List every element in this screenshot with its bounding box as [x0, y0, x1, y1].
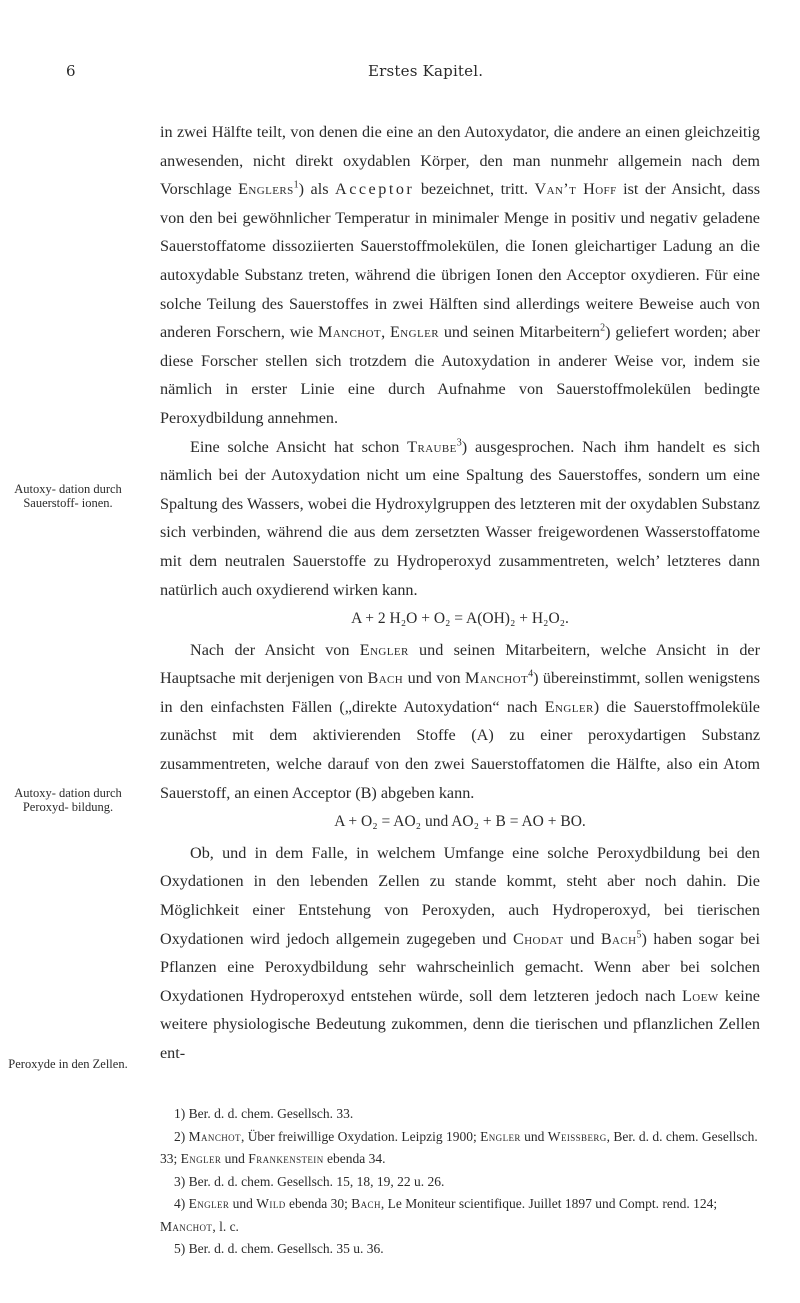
- margin-note-peroxydbildung: Autoxy- dation durch Peroxyd- bildung.: [14, 786, 122, 814]
- author-chodat: Chodat: [513, 929, 564, 948]
- author-vanthoff: Van’t Hoff: [534, 180, 617, 199]
- author-manchot: Manchot: [465, 669, 529, 688]
- running-head: Erstes Kapitel.: [368, 62, 484, 80]
- equation-2: A + O₂ = AO₂ und AO₂ + B = AO + BO.: [334, 813, 586, 831]
- paragraph-4: Ob, und in dem Falle, in welchem Umfange eine solche Peroxydbildung bei den Oxydationen in den lebenden Zellen zu stande kommt, steht aber noch dahin. Die Möglichkeit einer Entstehung von Peroxyden, auch Hydroperoxyd, bei tierischen Oxydationen wird jedoch allgemein zugegeben und Chodat und Bach$^5$) haben sogar bei Pflanzen eine Peroxydbildung sehr wahrscheinlich gemacht. Wenn aber bei solchen Oxydationen Hydroperoxyd entstehen würde, soll dem letzteren jedoch nach Loew keine weitere physiologische Bedeutung zukommen, denn die tierischen und pflanzlichen Zellen ent-: [160, 843, 760, 1062]
- author-traube: Traube: [407, 437, 457, 456]
- author-engler: Engler: [544, 697, 594, 716]
- author-manchot: Manchot: [318, 323, 382, 342]
- author-bach: Bach: [600, 929, 637, 948]
- footnote-ref-1: 1: [293, 179, 299, 191]
- page-header: [0, 62, 800, 84]
- author-engler: Engler: [390, 323, 439, 342]
- footnote-5: 5) Ber. d. d. chem. Gesellsch. 35 u. 36.: [174, 1241, 384, 1256]
- margin-note-peroxyde-zellen: Peroxyde in den Zellen.: [8, 1057, 128, 1071]
- footnote-1: 1) Ber. d. d. chem. Gesellsch. 33.: [174, 1106, 354, 1121]
- author-engler: Englers: [238, 180, 294, 199]
- footnote-ref-4: 4: [528, 668, 534, 680]
- footnote-ref-2: 2: [600, 322, 606, 334]
- paragraph-1: in zwei Hälfte teilt, von denen die eine an den Autoxydator, die andere an einen gleichzeitig anwesenden, nicht direkt oxydablen Körper, den man nunmehr allgemein nach dem Vorschlage Englers$^1$) als Acceptor bezeichnet, tritt. Van’t Hoff ist der Ansicht, dass von den bei gewöhnlicher Temperatur in minimaler Menge in positiv und negativ geladene Sauerstoffatome dissoziierten Sauerstoffmolekülen, die Ionen gleichartiger Ladung an die autoxydable Substanz treten, während die übrigen Ionen den Acceptor oxydieren. Für eine solche Teilung des Sauerstoffes in zwei Hälften sind allerdings weitere Beweise auch von anderen Forschern, wie Manchot, Engler und seinen Mitarbeitern$^2$) geliefert worden; aber diese Forscher stellen sich trotzdem die Autoxydation in anderer Weise vor, indem sie nämlich in erster Linie eine durch Aufnahme von Sauerstoffmolekülen bedingte Peroxydbildung annehmen.: [160, 123, 760, 427]
- footnote-2: 2) Manchot, Über freiwillige Oxydation. Leipzig 1900; Engler und Weissberg, Ber. d. d. chem. Gesellsch. 33; Engler und Frankenstein ebenda 34.: [160, 1128, 758, 1166]
- author-loew: Loew: [681, 986, 719, 1005]
- footnote-3: 3) Ber. d. d. chem. Gesellsch. 15, 18, 19, 22 u. 26.: [174, 1173, 445, 1189]
- page-number: 6: [66, 62, 76, 80]
- equation-1: A + 2 H₂O + O₂ = A(OH)₂ + H₂O₂.: [351, 610, 569, 628]
- footnote-4: 4) Engler und Wild ebenda 30; Bach, Le Moniteur scientifique. Juillet 1897 und Compt. rend. 124; Manchot, l. c.: [160, 1196, 718, 1234]
- author-bach: Bach: [367, 669, 404, 688]
- term-acceptor: Acceptor: [335, 180, 415, 199]
- author-engler: Engler: [359, 640, 409, 659]
- margin-note-sauerstoffionen: Autoxy- dation durch Sauerstoff- ionen.: [14, 482, 122, 510]
- paragraph-2: Eine solche Ansicht hat schon Traube$^3$) ausgesprochen. Nach ihm handelt es sich nämlich bei der Autoxydation nicht um eine Spaltung des Sauerstoffes, sondern um eine Spaltung des Wassers, wobei die Hydroxylgruppen des letzteren mit der oxydablen Substanz sich verbinden, während die aus dem zersetzten Wasser freigewordenen Wasserstoffatome mit dem neutralen Sauerstoffe zu Hydroperoxyd zusammentreten, welch’ letzteres dann natürlich auch oxydierend wirken kann.: [160, 437, 760, 599]
- paragraph-3: Nach der Ansicht von Engler und seinen Mitarbeitern, welche Ansicht in der Hauptsache mit derjenigen von Bach und von Manchot$^4$) übereinstimmt, sollen wenigstens in den einfachsten Fällen („direkte Autoxydation“ nach Engler) die Sauerstoffmoleküle zunächst mit dem aktivierenden Stoffe (A) zu einer peroxydartigen Substanz zusammentreten, welche darauf von den zwei Sauerstoffatomen die Hälfte, also ein Atom Sauerstoff, an einen Acceptor (B) abgeben kann.: [160, 640, 760, 802]
- footnotes: [160, 1103, 760, 1261]
- main-text: [160, 118, 760, 1068]
- footnote-ref-3: 3: [456, 437, 462, 449]
- footnote-ref-5: 5: [636, 929, 642, 941]
